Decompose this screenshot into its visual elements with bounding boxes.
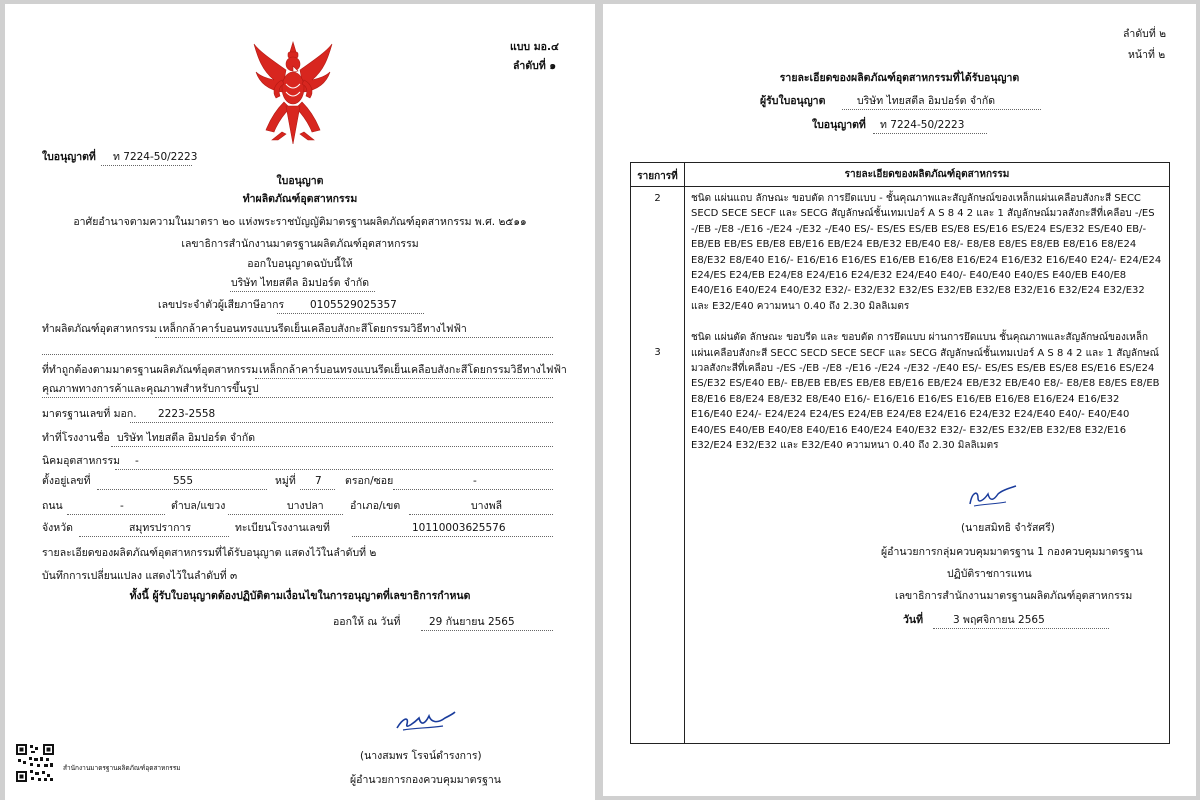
signer-name: (นายสมิทธิ จำรัสศรี) (961, 521, 1055, 534)
page-heading: รายละเอียดของผลิตภัณฑ์อุตสาหกรรมที่ได้รับอนุญาต (779, 72, 1020, 84)
issued-label: ออกให้ ณ วันที่ (333, 616, 401, 628)
soi-value: - (473, 475, 477, 487)
dotted-line (873, 133, 987, 134)
license-no-label: ใบอนุญาตที่ (812, 119, 866, 131)
conform-line-1: เหล็กกล้าคาร์บอนทรงแบนรีดเย็นเคลือบสังกะสีโดยกรรมวิธีทางไฟฟ้า (259, 364, 567, 376)
tax-id-label: เลขประจำตัวผู้เสียภาษีอากร (158, 299, 285, 311)
soi-label: ตรอก/ซอย (345, 475, 394, 487)
document-subtitle: ทำผลิตภัณฑ์อุตสาหกรรม (242, 193, 358, 205)
signer-title-2: ปฏิบัติราชการแทน (947, 567, 1032, 580)
authority-line: อาศัยอำนาจตามความในมาตรา ๒๐ แห่งพระราชบัญญัติมาตรฐานผลิตภัณฑ์อุตสาหกรรม พ.ศ. ๒๕๑๑ (73, 216, 527, 228)
dotted-line (300, 489, 335, 490)
standard-label: มาตรฐานเลขที่ มอก. (42, 408, 137, 420)
factory-name: บริษัท ไทยสตีล อิมปอร์ต จำกัด (117, 432, 256, 444)
road-value: - (120, 500, 124, 512)
license-no: ท 7224-50/2223 (880, 119, 965, 131)
form-code: แบบ มอ.๔ (510, 41, 559, 53)
dotted-line (409, 514, 553, 515)
subdistrict-value: บางปลา (287, 500, 324, 512)
dotted-line (97, 489, 267, 490)
dotted-line (115, 469, 553, 470)
footer-org: สำนักงานมาตรฐานผลิตภัณฑ์อุตสาหกรรม (63, 764, 181, 772)
factory-label: ทำที่โรงงานชื่อ (42, 432, 110, 444)
make-product: เหล็กกล้าคาร์บอนทรงแบนรีดเย็นเคลือบสังกะสีโดยกรรมวิธีทางไฟฟ้า (159, 323, 467, 335)
dotted-line (101, 165, 192, 166)
signature-1 (395, 708, 457, 734)
estate-label: นิคมอุตสาหกรรม (42, 455, 121, 467)
signer-title-3: เลขาธิการสำนักงานมาตรฐานผลิตภัณฑ์อุตสาหกรรม (895, 589, 1133, 602)
signer-title: ผู้อำนวยการกองควบคุมมาตรฐาน (350, 774, 501, 786)
standard-no: 2223-2558 (158, 408, 216, 420)
dotted-line (277, 313, 424, 314)
dotted-line (393, 489, 553, 490)
moo-value: 7 (315, 475, 322, 487)
table-header-item-no: รายการที่ (631, 163, 685, 187)
licensee-value: บริษัท ไทยสตีล อิมปอร์ต จำกัด (857, 95, 996, 107)
sequence-label: ลำดับที่ ๒ (1123, 28, 1166, 40)
details-note: รายละเอียดของผลิตภัณฑ์อุตสาหกรรมที่ได้รับอนุญาต แสดงไว้ในลำดับที่ ๒ (42, 547, 377, 559)
item-no: 3 (654, 347, 661, 359)
license-page-1 (5, 4, 595, 800)
document-title: ใบอนุญาต (276, 175, 324, 187)
issued-date: 29 กันยายน 2565 (429, 616, 515, 628)
garuda-emblem-icon (252, 40, 334, 150)
factory-reg-value: 10110003625576 (412, 522, 506, 534)
signature-2 (966, 484, 1018, 510)
dotted-line (130, 422, 553, 423)
changes-note: บันทึกการเปลี่ยนแปลง แสดงไว้ในลำดับที่ ๓ (42, 570, 238, 582)
license-page-2 (603, 4, 1196, 796)
signature-block (691, 454, 1163, 674)
dotted-line (111, 446, 553, 447)
signer-name: (นางสมพร โรจน์ดำรงการ) (360, 750, 482, 762)
page-number: หน้าที่ ๒ (1128, 49, 1166, 61)
item-details-cell (685, 187, 1170, 744)
dotted-line (842, 109, 1041, 110)
dotted-line (79, 536, 229, 537)
dotted-line (230, 291, 375, 292)
conform-label: ที่ทำถูกต้องตามมาตรฐานผลิตภัณฑ์อุตสาหกรรม (42, 364, 259, 376)
dotted-line (42, 397, 553, 398)
issuer-line: เลขาธิการสำนักงานมาตรฐานผลิตภัณฑ์อุตสาหกรรม (181, 238, 419, 250)
qr-code-icon (16, 744, 54, 782)
date-label: วันที่ (903, 613, 923, 626)
signer-title-1: ผู้อำนวยการกลุ่มควบคุมมาตรฐาน 1 กองควบคุมมาตรฐาน (881, 545, 1143, 558)
dotted-line (255, 378, 553, 379)
company-name: บริษัท ไทยสตีล อิมปอร์ต จำกัด (230, 277, 370, 289)
district-value: บางพลี (471, 500, 503, 512)
province-label: จังหวัด (42, 522, 73, 534)
item-numbers-cell (631, 187, 685, 744)
province-value: สมุทรปราการ (129, 522, 191, 534)
license-no: ท 7224-50/2223 (113, 151, 198, 163)
product-details-table (630, 162, 1170, 744)
dotted-line (155, 337, 553, 338)
moo-label: หมู่ที่ (275, 475, 296, 487)
address-no: 555 (173, 475, 194, 487)
subdistrict-label: ตำบล/แขวง (171, 500, 226, 512)
date-value: 3 พฤศจิกายน 2565 (953, 613, 1045, 626)
item-description: ชนิด แผ่นตัด ลักษณะ ขอบรีด และ ขอบตัด การยึดแบบ ผ่านการยึดแบน ชั้นคุณภาพและสัญลักษณ์ของเหล็กแผ่นเคลือบสังกะสี SECC SECD SECE SECF และ SECG สัญลักษณ์ชั้นเทมเปอร์ A S 8 4 2 และ 1 สัญลักษณ์มวลสังกะสีที่เคลือบ -/ES -/EB -/E8 -/E16 -/E24 -/E32 -/E40 ES/- ES/ES ES/EB ES/E8 ES/E16 ES/E24 ES/E32 ES/E40 EB/- EB/EB EB/ES EB/E8 EB/E16 EB/E24 EB/E32 EB/E40 E8/- E8/E8 E8/ES E8/EB E8/E16 E8/E24 E8/E32 E8/E40 E16/- E16/E16 E16/ES E16/EB E16/E8 E16/E24 E16/E32 E16/E40 E24/- E24/E24 E24/ES E24/EB E24/E8 E24/E16 E24/E32 E24/E40 E40/- E40/E40 E40/ES E40/EB E40/E8 E40/E16 E40/E24 E40/E32 E32/- E32/ES E32/EB E32/E8 E32/E16 E32/E24 E32/E32 และ E32/E40 ความหนา 0.40 ถึง 2.30 มิลลิเมตร (691, 332, 1160, 452)
dotted-line (421, 630, 553, 631)
dotted-line (352, 536, 553, 537)
licensee-label: ผู้รับใบอนุญาต (760, 95, 826, 107)
sequence-label: ลำดับที่ ๑ (513, 60, 557, 72)
district-label: อำเภอ/เขต (350, 500, 401, 512)
estate-value: - (135, 455, 139, 467)
dotted-line (42, 354, 553, 355)
table-header-details: รายละเอียดของผลิตภัณฑ์อุตสาหกรรม (685, 163, 1170, 187)
tax-id: 0105529025357 (310, 299, 397, 311)
road-label: ถนน (42, 500, 63, 512)
item-no: 2 (654, 193, 661, 204)
compliance-note: ทั้งนี้ ผู้รับใบอนุญาตต้องปฏิบัติตามเงื่อนไขในการอนุญาตที่เลขาธิการกำหนด (129, 590, 471, 602)
issue-to-line: ออกใบอนุญาตฉบับนี้ให้ (247, 258, 353, 270)
dotted-line (228, 514, 343, 515)
factory-reg-label: ทะเบียนโรงงานเลขที่ (235, 522, 330, 534)
conform-line-2: คุณภาพทางการค้าและคุณภาพสำหรับการขึ้นรูป (42, 383, 259, 395)
address-no-label: ตั้งอยู่เลขที่ (42, 475, 91, 487)
dotted-line (67, 514, 165, 515)
dotted-line (933, 628, 1109, 629)
item-description: ชนิด แผ่นแถบ ลักษณะ ขอบตัด การยึดแบบ - ชั้นคุณภาพและสัญลักษณ์ของเหล็กแผ่นเคลือบสังกะสี SECC SECD SECE SECF และ SECG สัญลักษณ์ชั้นเทมเปอร์ A S 8 4 2 และ 1 สัญลักษณ์มวลสังกะสีที่เคลือบ -/ES -/EB -/E8 -/E16 -/E24 -/E32 -/E40 ES/- ES/ES ES/EB ES/E8 ES/E16 ES/E24 ES/E32 ES/E40 EB/- EB/EB EB/ES EB/E8 EB/E16 EB/E24 EB/E32 EB/E40 E8/- E8/E8 E8/ES E8/EB E8/E16 E8/E24 E8/E32 E8/E40 E16/- E16/E16 E16/ES E16/EB E16/E8 E16/E24 E16/E32 E16/E40 E24/- E24/E24 E24/ES E24/EB E24/E8 E24/E16 E24/E32 E24/E40 E40/- E40/E40 E40/ES E40/EB E40/E8 E40/E16 E40/E24 E40/E32 E32/- E32/E32 E32/ES E32/EB E32/E8 E32/E16 E32/E24 E32/E32 และ E32/E40 ความหนา 0.40 ถึง 2.30 มิลลิเมตร (691, 193, 1162, 312)
make-product-label: ทำผลิตภัณฑ์อุตสาหกรรม (42, 323, 157, 335)
license-no-label: ใบอนุญาตที่ (42, 151, 96, 163)
